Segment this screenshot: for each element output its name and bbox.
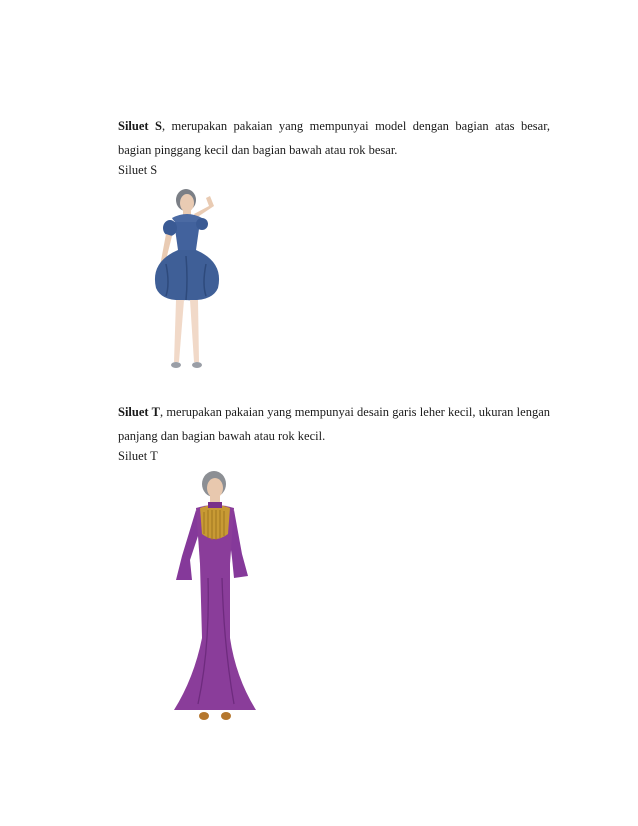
siluet-s-term: Siluet S [118, 119, 162, 133]
siluet-s-line-2: bagian pinggang kecil dan bagian bawah atau rok besar. [118, 143, 398, 157]
siluet-t-paragraph [118, 400, 550, 448]
siluet-s-caption: Siluet S [118, 163, 158, 177]
siluet-s-illustration [136, 184, 246, 380]
siluet-t-term: Siluet T [118, 405, 160, 419]
siluet-t-line-1-text: , merupakan pakaian yang mempunyai desain garis leher kecil, ukuran lengan [159, 405, 551, 419]
siluet-s-line-1 [118, 114, 550, 138]
siluet-s-paragraph [118, 114, 550, 162]
siluet-s-line-1-text: , merupakan pakaian yang mempunyai model dengan bagian atas besar, [161, 119, 550, 133]
siluet-t-line-2: panjang dan bagian bawah atau rok kecil. [118, 429, 326, 443]
siluet-t-illustration [168, 468, 268, 726]
siluet-t-caption: Siluet T [118, 449, 158, 463]
siluet-t-line-1 [118, 400, 550, 424]
